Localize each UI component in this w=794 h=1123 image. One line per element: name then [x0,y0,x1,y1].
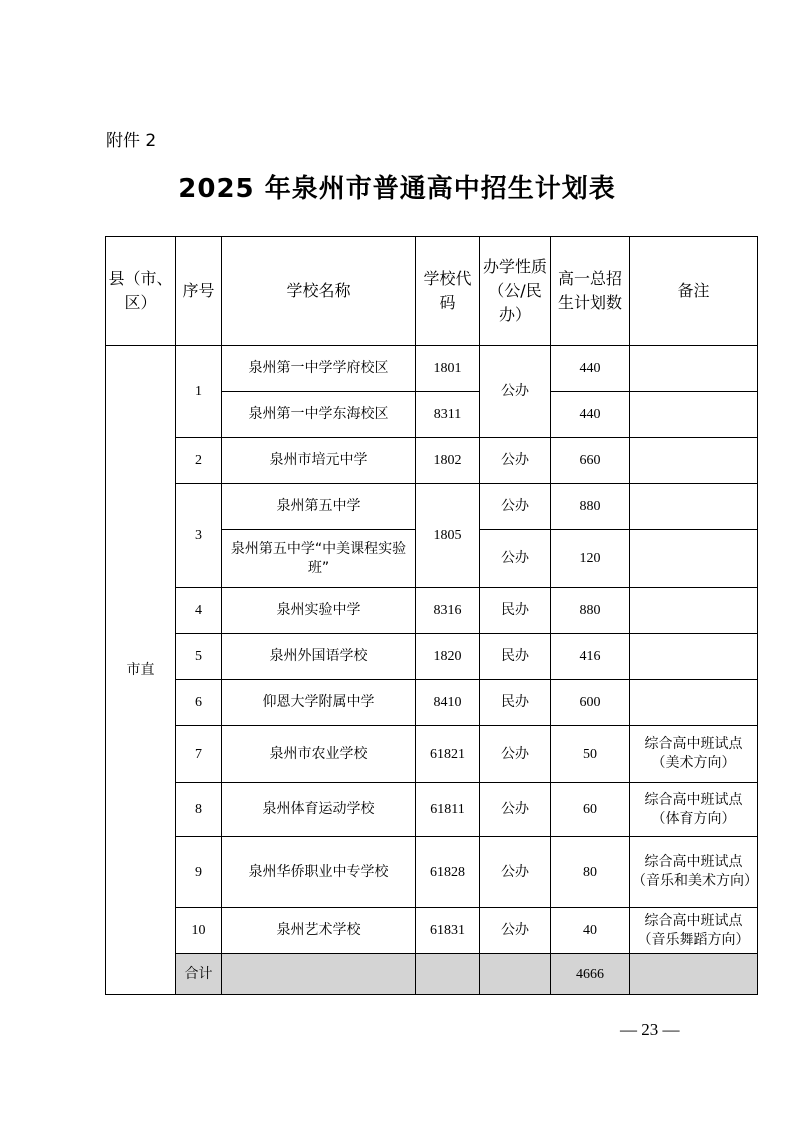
seq-cell: 2 [176,438,222,484]
seq-cell: 4 [176,588,222,634]
school-code-cell: 8311 [416,392,480,438]
plan-cell: 440 [551,392,630,438]
nature-cell: 公办 [480,837,551,908]
remark-cell: 综合高中班试点（音乐和美术方向） [630,837,758,908]
school-code-cell: 61831 [416,908,480,954]
plan-cell: 440 [551,346,630,392]
school-name-cell: 泉州艺术学校 [222,908,416,954]
remark-cell: 综合高中班试点（美术方向） [630,726,758,783]
school-name-cell: 泉州市培元中学 [222,438,416,484]
header-nature: 办学性质（公/民办） [480,237,551,346]
plan-cell: 660 [551,438,630,484]
plan-cell: 880 [551,588,630,634]
total-row [106,954,758,995]
plan-cell: 60 [551,783,630,837]
seq-cell: 10 [176,908,222,954]
school-name-cell: 泉州外国语学校 [222,634,416,680]
school-name-cell: 泉州第一中学东海校区 [222,392,416,438]
nature-cell: 公办 [480,530,551,588]
header-school-name: 学校名称 [222,237,416,346]
region-cell: 市直 [106,346,176,995]
school-name-cell: 泉州体育运动学校 [222,783,416,837]
school-code-cell: 8316 [416,588,480,634]
remark-cell [630,680,758,726]
plan-cell: 120 [551,530,630,588]
table-row [106,484,758,530]
seq-cell: 5 [176,634,222,680]
nature-cell: 公办 [480,484,551,530]
remark-cell [630,346,758,392]
table-row [106,634,758,680]
total-empty-cell [480,954,551,995]
table-row [106,588,758,634]
enrollment-plan-table [105,236,758,995]
school-name-cell: 泉州实验中学 [222,588,416,634]
total-plan: 4666 [551,954,630,995]
seq-cell: 1 [176,346,222,438]
total-empty-cell [416,954,480,995]
school-code-cell: 1805 [416,484,480,588]
nature-cell: 公办 [480,346,551,438]
school-name-cell: 泉州第五中学“中美课程实验班” [222,530,416,588]
school-code-cell: 1820 [416,634,480,680]
header-row [106,237,758,346]
header-seq: 序号 [176,237,222,346]
nature-cell: 公办 [480,908,551,954]
seq-cell: 6 [176,680,222,726]
nature-cell: 公办 [480,438,551,484]
school-name-cell: 泉州第一中学学府校区 [222,346,416,392]
seq-cell: 8 [176,783,222,837]
table-row [106,680,758,726]
header-county: 县（市、区） [106,237,176,346]
remark-cell [630,634,758,680]
seq-cell: 9 [176,837,222,908]
school-name-cell: 泉州第五中学 [222,484,416,530]
school-code-cell: 61828 [416,837,480,908]
school-code-cell: 61811 [416,783,480,837]
school-name-cell: 仰恩大学附属中学 [222,680,416,726]
nature-cell: 公办 [480,783,551,837]
remark-cell: 综合高中班试点（体育方向） [630,783,758,837]
header-plan: 高一总招生计划数 [551,237,630,346]
table-row [106,346,758,392]
plan-cell: 880 [551,484,630,530]
remark-cell [630,484,758,530]
table-row [106,726,758,783]
table-row [106,908,758,954]
total-label: 合计 [176,954,222,995]
plan-cell: 80 [551,837,630,908]
remark-cell [630,530,758,588]
school-name-cell: 泉州华侨职业中专学校 [222,837,416,908]
seq-cell: 7 [176,726,222,783]
remark-cell: 综合高中班试点（音乐舞蹈方向） [630,908,758,954]
header-school-code: 学校代码 [416,237,480,346]
remark-cell [630,588,758,634]
attachment-label: 附件 2 [106,131,157,151]
table-row [106,783,758,837]
nature-cell: 公办 [480,726,551,783]
school-code-cell: 61821 [416,726,480,783]
table-row [106,837,758,908]
nature-cell: 民办 [480,588,551,634]
total-empty-cell [630,954,758,995]
school-code-cell: 1801 [416,346,480,392]
plan-cell: 50 [551,726,630,783]
header-remark: 备注 [630,237,758,346]
page-title: 2025 年泉州市普通高中招生计划表 [178,174,616,204]
school-code-cell: 1802 [416,438,480,484]
remark-cell [630,438,758,484]
plan-cell: 40 [551,908,630,954]
table-row [106,438,758,484]
remark-cell [630,392,758,438]
school-name-cell: 泉州市农业学校 [222,726,416,783]
nature-cell: 民办 [480,634,551,680]
plan-cell: 600 [551,680,630,726]
nature-cell: 民办 [480,680,551,726]
page-number: — 23 — [620,1020,680,1039]
plan-cell: 416 [551,634,630,680]
total-empty-cell [222,954,416,995]
seq-cell: 3 [176,484,222,588]
school-code-cell: 8410 [416,680,480,726]
